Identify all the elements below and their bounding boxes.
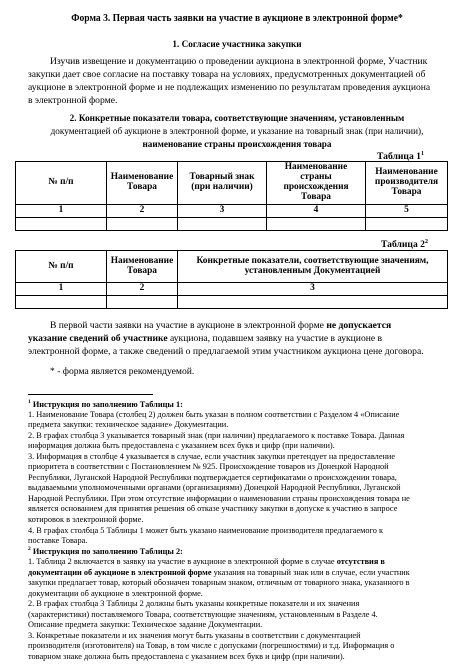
footnote2-line: Описание предмета закупки: Техническое задание Документации. [28,620,263,629]
table2-header-cell: № п/п [16,251,107,283]
footnote1-line: поставке Товара. [28,536,88,545]
table1 [15,161,448,231]
table1-cell [16,218,107,231]
notice-line: электронной форме, а также сведений о предлагаемой этим участником аукциона цене договора. [28,346,424,357]
table1-empty-row [16,218,448,231]
table2-number-cell: 1 [16,283,107,296]
footnote2-line: документации об аукционе в электронной форме. [28,589,203,598]
footnote1-line: котировок в электронной форме. [28,515,144,524]
footnote2-line: производителя (изготовителя) на Товар, в том числе с допусками (погрешностями) и т.д. Информация о [28,641,395,650]
section2-heading-line: документацией об аукционе в электронной форме, и указание на товарный знак (при наличии), [50,126,424,137]
notice-line: В первой части заявки на участие в аукционе в электронной форме не допускается [50,320,392,331]
footnote1-line: предмета закупки: техническое задание» Документации. [28,420,229,429]
table2-number-row [16,283,448,296]
footnote2-line: 2. В графах столбца 3 Таблицы 2 должны быть указаны конкретные показатели и их значения [28,599,360,608]
table1-number-cell: 1 [16,205,107,218]
table1-number-cell: 2 [107,205,178,218]
table1-header-cell: Наименование страны происхождения Товара [267,162,366,205]
table1-header-cell: Наименование Товара [107,162,178,205]
footnote2-line: закупки предлагает товар, который обозначен товарным знаком, отличным от товарного знака, указанного в [28,578,410,587]
section1-line: Изучив извещение и документацию о проведении аукциона в электронной форме, Участник [50,56,428,67]
table2-number-cell: 2 [107,283,178,296]
footnote1-line: 4. В графах столбца 5 Таблицы 1 может быть указано наименование производителя предлагаемого к [28,526,383,535]
footnote1-line: приоритета в соответствии с Постановлением № 925. Происхождение товаров из Донецкой Народной [28,462,389,471]
recommended-note: * - форма является рекомендуемой. [50,366,195,377]
table1-cell [267,218,366,231]
footnote2-heading: $^2$ Инструкция по заполнению Таблицы 2: [28,546,183,556]
footnote1-line: выдаваемыми уполномоченными органами (организациями) Донецкой Народной Республики, Луганской [28,483,401,492]
form-title: Форма 3. Первая часть заявки на участие в аукционе в электронной форме* [71,13,403,24]
table1-header-row [16,162,448,205]
footnote2-line: документации об аукционе в электронной форме указания на товарный знак или в случае, если участник [28,568,410,577]
table2 [15,250,448,309]
table1-number-cell: 4 [267,205,366,218]
table2-number-cell: 3 [178,283,448,296]
table1-cell [366,218,448,231]
table2-empty-row [16,296,448,309]
table1-cell [178,218,267,231]
footnote1-line: 2. В графах столбца 3 указывается товарный знак (при наличии) предлагаемого к поставке Товара. Данная [28,431,405,440]
section1-line: аукционе в электронной форме и не подлежащих изменению по результатам проведения аукциона [28,82,431,93]
table1-number-cell: 5 [366,205,448,218]
footnote1-line: 3. Информация в столбце 4 указывается в случае, если участник закупки претендует на предоставление [28,452,396,461]
table1-header-cell: Наименование производителя Товара [366,162,448,205]
table2-cell [16,296,107,309]
footnote1-line: Народной Республики. При этом отсутствие информации о наименовании страны происхождения товара не [28,494,410,503]
footnote1-line: Республики, Луганской Народной Республики подтверждается сертификатами о происхождении товара, [28,473,397,482]
footnote1-line: 1. Наименование Товара (столбец 2) должен быть указан в полном соответствии с Разделом 4 «Описание [28,410,400,419]
footnote1-line: информация должна быть предоставлена с указанием всех букв и цифр (при наличии). [28,441,335,450]
notice-line: указание сведений об участнике аукциона, подавшем заявку на участие в аукционе в [28,333,383,344]
section1-line: закупки дает свое согласие на поставку товара на условиях, предусмотренных документацией об [28,69,426,80]
footnote2-line: (характеристики) поставляемого Товара, соответствующие значениям, установленным в Разделе 4. [28,610,378,619]
table2-header-row [16,251,448,283]
table2-caption: Таблица $2^2$ [381,239,428,251]
section1-line: в электронной форме. [28,95,118,106]
section2-heading-line: 2. Конкретные показатели товара, соответствующие значениям, установленным [69,113,405,124]
table1-number-row [16,205,448,218]
table2-header-cell: Наименование Товара [107,251,178,283]
table2-cell [178,296,448,309]
footnote2-line: товарном знаке должна быть предоставлена с указанием всех букв и цифр (при наличии). [28,652,345,661]
section2-heading-line: наименование страны происхождения товара [142,139,332,150]
footnote2-line: 3. Конкретные показатели и их значения могут быть указаны в соответствии с документацией [28,631,361,640]
section1-heading: 1. Согласие участника закупки [172,39,302,50]
table1-header-cell: Товарный знак (при наличии) [178,162,267,205]
table1-header-cell: № п/п [16,162,107,205]
footnote1-line: является основанием для принятия решения об отказе участнику закупки в допуске к участию в запросе [28,504,398,513]
table2-header-cell: Конкретные показатели, соответствующие значениям, установленным Документацией [178,251,448,283]
footnote1-heading: $^1$ Инструкция по заполнению Таблицы 1: [28,399,183,409]
table1-caption: Таблица $1^1$ [377,151,424,163]
table2-cell [107,296,178,309]
footnote-divider [28,394,153,395]
table1-number-cell: 3 [178,205,267,218]
footnote2-line: 1. Таблица 2 включается в заявку на участие в аукционе в электронной форме в случае отсутствия в [28,557,385,566]
table1-cell [107,218,178,231]
